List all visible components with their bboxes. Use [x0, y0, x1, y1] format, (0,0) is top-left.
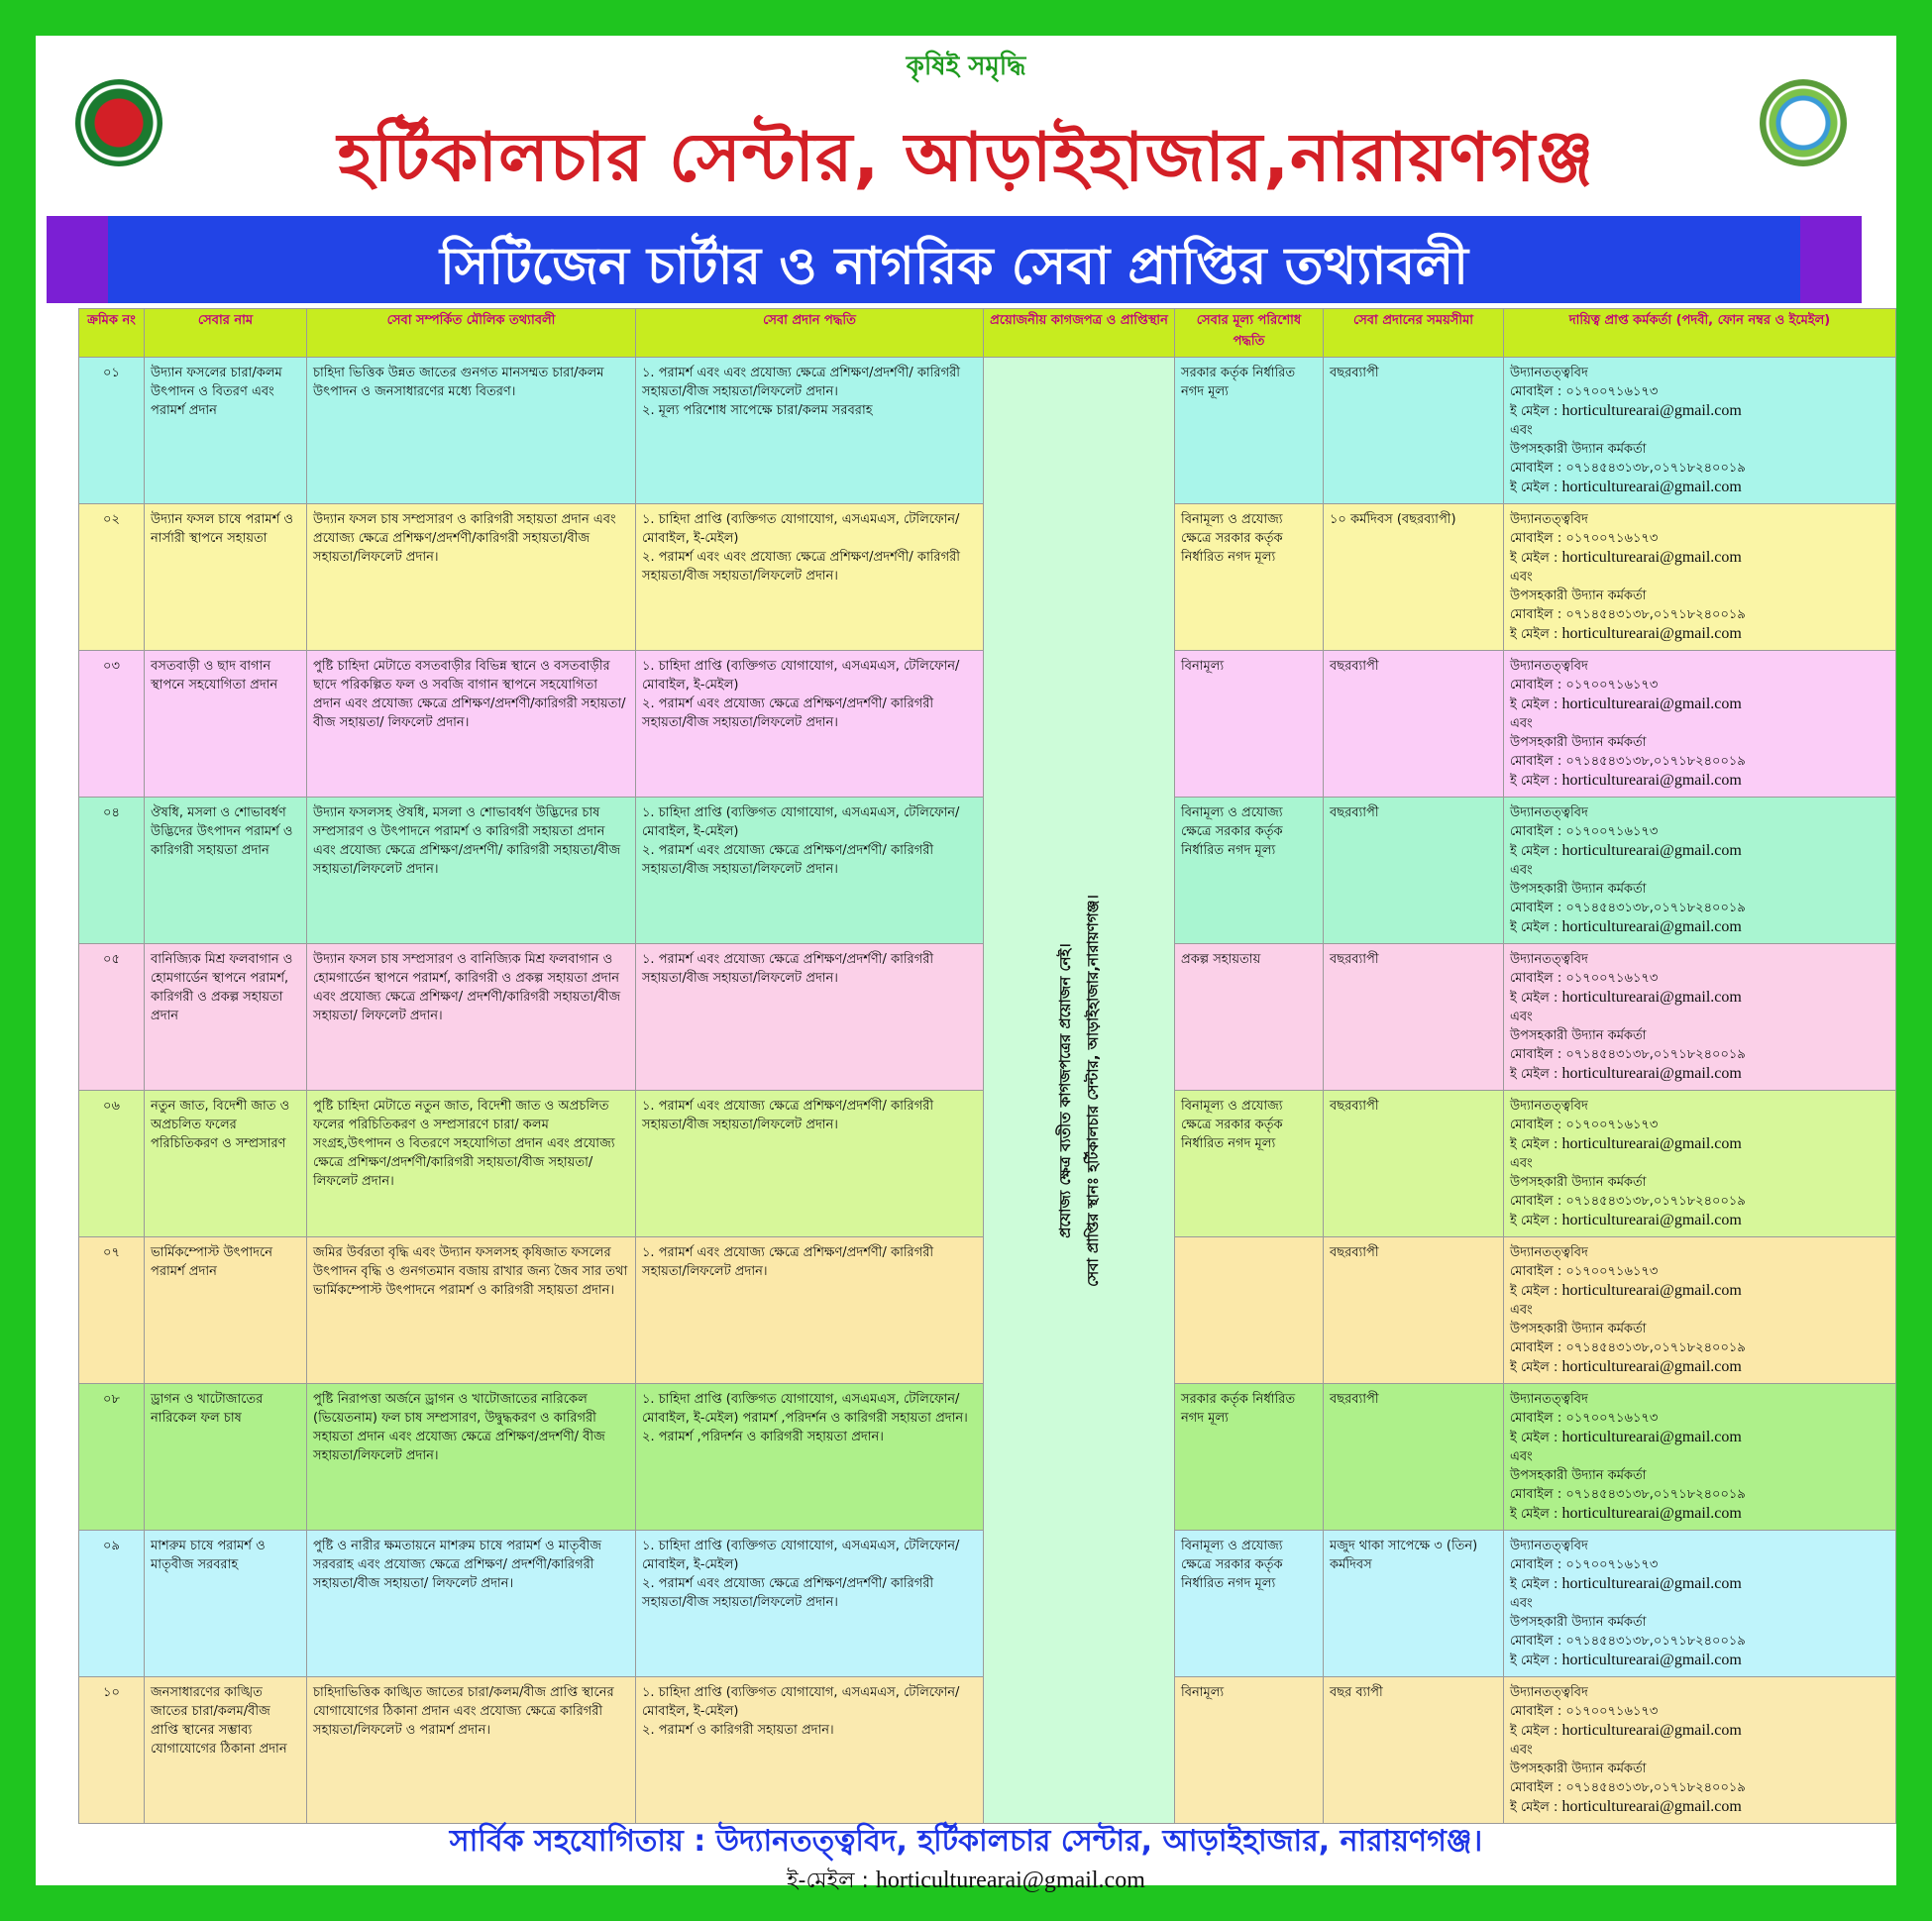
email-address: horticulturearai@gmail.com [1561, 1429, 1742, 1445]
email-label: ই মেইল : [1510, 774, 1562, 789]
row-fee: বিনামূল্য [1175, 651, 1324, 798]
officer-email-1 [1510, 1428, 1889, 1447]
email-label: ই মেইল : [1510, 480, 1562, 495]
row-officer-contact [1504, 1384, 1896, 1531]
email-address: horticulturearai@gmail.com [1561, 402, 1742, 419]
officer-and: এবং [1510, 716, 1533, 731]
email-label: ই মেইল : [1510, 551, 1562, 566]
row-serial: ০৫ [79, 944, 145, 1091]
email-label: ই মেইল : [1510, 1214, 1562, 1228]
row-method [636, 1677, 984, 1824]
officer-email-2 [1510, 1211, 1889, 1230]
email-label: ই মেইল : [1510, 844, 1562, 859]
row-fee: সরকার কর্তৃক নির্ধারিত নগদ মূল্য [1175, 1384, 1324, 1531]
officer-mobile-2: মোবাইল : ০৭১৪৫৪৩১৩৮,০১৭১৮২৪০০১৯ [1510, 1340, 1746, 1355]
footer-email-line [36, 1864, 1896, 1900]
documents-note-line-2: সেবা প্রাপ্তির স্থানঃ হর্টিকালচার সেন্টার, আড়াইহাজার,নারায়ণগঞ্জ। [1084, 894, 1102, 1287]
row-method [636, 651, 984, 798]
row-method [636, 1531, 984, 1677]
officer-and: এবং [1510, 1010, 1533, 1024]
row-serial: ০৭ [79, 1237, 145, 1384]
officer-and: এবং [1510, 1449, 1533, 1464]
table-row [79, 358, 1896, 504]
row-fee: সরকার কর্তৃক নির্ধারিত নগদ মূল্য [1175, 358, 1324, 504]
row-serial: ০৪ [79, 798, 145, 944]
row-basic-info: পুষ্টি চাহিদা মেটাতে বসতবাড়ীর বিভিন্ন স্থানে ও বসতবাড়ীর ছাদে পরিকল্পিত ফল ও সবজি বাগান স্থাপনে সহযোগিতা প্রদান এবং প্রযোজ্য ক্ষেত্রে প্রশিক্ষণ/প্রদর্শণী/কারিগরী সহায়তা/বীজ সহায়তা/ লিফলেট প্রদান। [307, 651, 636, 798]
email-label: ই মেইল : [1510, 1577, 1562, 1592]
email-address: horticulturearai@gmail.com [1561, 772, 1742, 789]
officer-title-2: উপসহকারী উদ্যান কর্মকর্তা [1510, 588, 1647, 603]
row-method-step-1: ১. পরামর্শ এবং প্রযোজ্য ক্ষেত্রে প্রশিক্ষণ/প্রদর্শণী/ কারিগরী সহায়তা/বীজ সহায়তা/লিফলেট প্রদান। [642, 952, 934, 986]
officer-mobile-2: মোবাইল : ০৭১৪৫৪৩১৩৮,০১৭১৮২৪০০১৯ [1510, 607, 1746, 622]
row-fee: বিনামূল্য ও প্রযোজ্য ক্ষেত্রে সরকার কর্তৃক নির্ধারিত নগদ মূল্য [1175, 798, 1324, 944]
poster-sheet [36, 36, 1896, 1893]
officer-mobile-2: মোবাইল : ০৭১৪৫৪৩১৩৮,০১৭১৮২৪০০১৯ [1510, 1194, 1746, 1209]
row-officer-contact [1504, 1091, 1896, 1237]
row-officer-contact [1504, 798, 1896, 944]
officer-email-1 [1510, 841, 1889, 861]
email-label: ই মেইল : [1510, 1724, 1562, 1739]
row-method-step-1: ১. চাহিদা প্রাপ্তি (ব্যক্তিগত যোগাযোগ, এসএমএস, টেলিফোন/মোবাইল, ই-মেইল) [642, 805, 960, 839]
officer-email-2 [1510, 478, 1889, 497]
row-serial: ১০ [79, 1677, 145, 1824]
officer-email-2 [1510, 1064, 1889, 1084]
officer-email-1 [1510, 1721, 1889, 1741]
row-time: ১০ কর্মদিবস (বছরব্যাপী) [1324, 504, 1504, 651]
officer-title-2: উপসহকারী উদ্যান কর্মকর্তা [1510, 1615, 1647, 1630]
row-fee: বিনামূল্য ও প্রযোজ্য ক্ষেত্রে সরকার কর্তৃক নির্ধারিত নগদ মূল্য [1175, 1091, 1324, 1237]
row-time: বছরব্যাপী [1324, 358, 1504, 504]
row-basic-info: পুষ্টি ও নারীর ক্ষমতায়নে মাশরুম চাষে পরামর্শ ও মাতৃবীজ সরবরাহ এবং প্রযোজ্য ক্ষেত্রে প্রশিক্ষণ/ প্রদর্শণী/কারিগরী সহায়তা/বীজ সহায়তা/ লিফলেট প্রদান। [307, 1531, 636, 1677]
row-basic-info: চাহিদা ভিত্তিক উন্নত জাতের গুনগত মানসম্মত চারা/কলম উৎপাদন ও জনসাধারণের মধ্যে বিতরণ। [307, 358, 636, 504]
row-serial: ০২ [79, 504, 145, 651]
row-method-step-1: ১. পরামর্শ এবং প্রযোজ্য ক্ষেত্রে প্রশিক্ষণ/প্রদর্শণী/ কারিগরী সহায়তা/লিফলেট প্রদান। [642, 1245, 934, 1279]
officer-and: এবং [1510, 570, 1533, 585]
officer-mobile-1: মোবাইল : ০১৭০০৭১৬১৭৩ [1510, 384, 1659, 399]
row-basic-info: পুষ্টি নিরাপত্তা অর্জনে ড্রাগন ও খাটোজাতের নারিকেল (ভিয়েতনাম) ফল চাষ সম্প্রসারণ, উদ্বুদ্ধকরণ ও কারিগরী সহায়তা প্রদান এবং প্রযোজ্য ক্ষেত্রে প্রশিক্ষণ/প্রদর্শণী/ বীজ সহায়তা/লিফলেট প্রদান। [307, 1384, 636, 1531]
row-basic-info: চাহিদাভিত্তিক কাঙ্খিত জাতের চারা/কলম/বীজ প্রাপ্তি স্থানের যোগাযোগের ঠিকানা প্রদান এবং প্রযোজ্য ক্ষেত্রে কারিগরী সহায়তা/লিফলেট ও পরামর্শ প্রদান। [307, 1677, 636, 1824]
officer-mobile-2: মোবাইল : ০৭১৪৫৪৩১৩৮,০১৭১৮২৪০০১৯ [1510, 1047, 1746, 1062]
officer-title-2: উপসহকারী উদ্যান কর্মকর্তা [1510, 1175, 1647, 1190]
email-label: ই মেইল : [1510, 1284, 1562, 1299]
row-serial: ০৩ [79, 651, 145, 798]
citizen-charter-table [78, 308, 1896, 1824]
header-time: সেবা প্রদানের সময়সীমা [1324, 309, 1504, 358]
row-service-name: ভার্মিকম্পোস্ট উৎপাদনে পরামর্শ প্রদান [145, 1237, 307, 1384]
row-method-step-2: ২. পরামর্শ এবং এবং প্রযোজ্য ক্ষেত্রে প্রশিক্ষণ/প্রদর্শণী/ কারিগরী সহায়তা/বীজ সহায়তা/লিফলেট প্রদান। [642, 550, 960, 584]
email-address: horticulturearai@gmail.com [1561, 1358, 1742, 1375]
table-body [79, 358, 1896, 1824]
officer-email-1 [1510, 1574, 1889, 1594]
officer-title-1: উদ্যানতত্ত্ববিদ [1510, 659, 1588, 674]
officer-title-1: উদ্যানতত্ত্ববিদ [1510, 805, 1588, 820]
row-serial: ০৯ [79, 1531, 145, 1677]
row-method-step-1: ১. চাহিদা প্রাপ্তি (ব্যক্তিগত যোগাযোগ, এসএমএস, টেলিফোন/মোবাইল, ই-মেইল) [642, 1685, 960, 1719]
email-address: horticulturearai@gmail.com [1561, 625, 1742, 642]
row-time: বছরব্যাপী [1324, 1091, 1504, 1237]
email-label: ই মেইল : [1510, 1507, 1562, 1522]
officer-mobile-1: মোবাইল : ০১৭০০৭১৬১৭৩ [1510, 1557, 1659, 1572]
email-address: horticulturearai@gmail.com [1561, 1282, 1742, 1299]
row-time: বছরব্যাপী [1324, 1237, 1504, 1384]
officer-email-1 [1510, 1134, 1889, 1154]
row-time: মজুদ থাকা সাপেক্ষে ৩ (তিন) কর্মদিবস [1324, 1531, 1504, 1677]
email-address: horticulturearai@gmail.com [1561, 1722, 1742, 1739]
officer-title-2: উপসহকারী উদ্যান কর্মকর্তা [1510, 735, 1647, 750]
row-service-name: ঔষধি, মসলা ও শোভাবর্ধণ উদ্ভিদের উৎপাদন পরামর্শ ও কারিগরী সহায়তা প্রদান [145, 798, 307, 944]
officer-and: এবং [1510, 1596, 1533, 1611]
header-basic-info: সেবা সম্পর্কিত মৌলিক তথ্যাবলী [307, 309, 636, 358]
row-serial: ০৬ [79, 1091, 145, 1237]
officer-email-2 [1510, 1797, 1889, 1817]
officer-email-1 [1510, 988, 1889, 1008]
officer-mobile-2: মোবাইল : ০৭১৪৫৪৩১৩৮,০১৭১৮২৪০০১৯ [1510, 754, 1746, 769]
row-fee: বিনামূল্য ও প্রযোজ্য ক্ষেত্রে সরকার কর্তৃক নির্ধারিত নগদ মূল্য [1175, 1531, 1324, 1677]
officer-title-2: উপসহকারী উদ্যান কর্মকর্তা [1510, 1761, 1647, 1776]
slogan: কৃষিই সমৃদ্ধি [906, 52, 1026, 81]
email-address: horticulturearai@gmail.com [1561, 1135, 1742, 1152]
officer-mobile-1: মোবাইল : ০১৭০০৭১৬১৭৩ [1510, 1264, 1659, 1279]
officer-title-1: উদ্যানতত্ত্ববিদ [1510, 952, 1588, 967]
officer-mobile-1: মোবাইল : ০১৭০০৭১৬১৭৩ [1510, 678, 1659, 693]
officer-mobile-2: মোবাইল : ০৭১৪৫৪৩১৩৮,০১৭১৮২৪০০১৯ [1510, 1780, 1746, 1795]
row-time: বছর ব্যাপী [1324, 1677, 1504, 1824]
email-label: ই মেইল : [1510, 1067, 1562, 1082]
officer-and: এবং [1510, 423, 1533, 438]
officer-title-2: উপসহকারী উদ্যান কর্মকর্তা [1510, 1028, 1647, 1043]
row-time: বছরব্যাপী [1324, 944, 1504, 1091]
officer-title-1: উদ্যানতত্ত্ববিদ [1510, 1245, 1588, 1260]
officer-email-2 [1510, 624, 1889, 644]
officer-email-1 [1510, 694, 1889, 714]
email-label: ই মেইল : [1510, 404, 1562, 419]
row-service-name: ড্রাগন ও খাটোজাতের নারিকেল ফল চাষ [145, 1384, 307, 1531]
officer-mobile-1: মোবাইল : ০১৭০০৭১৬১৭৩ [1510, 824, 1659, 839]
officer-mobile-2: মোবাইল : ০৭১৪৫৪৩১৩৮,০১৭১৮২৪০০১৯ [1510, 1634, 1746, 1649]
row-service-name: জনসাধারণের কাঙ্খিত জাতের চারা/কলম/বীজ প্রাপ্তি স্থানের সম্ভাব্য যোগাযোগের ঠিকানা প্রদান [145, 1677, 307, 1824]
header-documents: প্রয়োজনীয় কাগজপত্র ও প্রাপ্তিস্থান [984, 309, 1175, 358]
row-fee: বিনামূল্য [1175, 1677, 1324, 1824]
officer-and: এবং [1510, 1743, 1533, 1758]
row-service-name: উদ্যান ফসল চাষে পরামর্শ ও নার্সারী স্থাপনে সহায়তা [145, 504, 307, 651]
row-officer-contact [1504, 1237, 1896, 1384]
footer-email: horticulturearai@gmail.com [875, 1868, 1145, 1893]
row-method [636, 1091, 984, 1237]
email-label: ই মেইল : [1510, 697, 1562, 712]
documents-cell [984, 358, 1175, 1824]
citizen-charter-table-wrap [78, 308, 1895, 1815]
email-address: horticulturearai@gmail.com [1561, 1575, 1742, 1592]
email-label: ই মেইল : [1510, 1800, 1562, 1815]
table-header-row [79, 309, 1896, 358]
header-serial: ক্রমিক নং [79, 309, 145, 358]
email-address: horticulturearai@gmail.com [1561, 1212, 1742, 1228]
footer-email-label: ই-মেইল : [787, 1868, 876, 1893]
row-method-step-2: ২. পরামর্শ ও কারিগরী সহায়তা প্রদান। [642, 1723, 834, 1738]
email-label: ই মেইল : [1510, 920, 1562, 935]
row-basic-info: উদ্যান ফসল চাষ সম্প্রসারণ ও বানিজ্যিক মিশ্র ফলবাগান ও হোমগার্ডেন স্থাপনে পরামর্শ, কারিগরী ও প্রকল্প সহায়তা প্রদান এবং প্রযোজ্য ক্ষেত্রে প্রশিক্ষণ/ প্রদর্শণী/কারিগরী সহায়তা/বীজ সহায়তা/ লিফলেট প্রদান। [307, 944, 636, 1091]
row-method-step-2: ২. মূল্য পরিশোধ সাপেক্ষে চারা/কলম সরবরাহ [642, 403, 873, 418]
email-address: horticulturearai@gmail.com [1561, 842, 1742, 859]
officer-email-2 [1510, 1651, 1889, 1670]
row-serial: ০১ [79, 358, 145, 504]
officer-title-2: উপসহকারী উদ্যান কর্মকর্তা [1510, 442, 1647, 457]
officer-title-1: উদ্যানতত্ত্ববিদ [1510, 512, 1588, 527]
officer-mobile-1: মোবাইল : ০১৭০০৭১৬১৭৩ [1510, 1118, 1659, 1132]
row-basic-info: উদ্যান ফসলসহ ঔষধি, মসলা ও শোভাবর্ধণ উদ্ভিদের চাষ সম্প্রসারণ ও উৎপাদনে পরামর্শ ও কারিগরী সহায়তা প্রদান এবং প্রযোজ্য ক্ষেত্রে প্রশিক্ষণ/প্রদর্শণী/ কারিগরী সহায়তা/বীজ সহায়তা/লিফলেট প্রদান। [307, 798, 636, 944]
officer-email-2 [1510, 1504, 1889, 1524]
officer-email-2 [1510, 771, 1889, 791]
email-address: horticulturearai@gmail.com [1561, 1798, 1742, 1815]
officer-title-1: উদ্যানতত্ত্ববিদ [1510, 366, 1588, 380]
row-method [636, 358, 984, 504]
row-time: বছরব্যাপী [1324, 1384, 1504, 1531]
email-address: horticulturearai@gmail.com [1561, 695, 1742, 712]
row-method [636, 798, 984, 944]
officer-title-2: উপসহকারী উদ্যান কর্মকর্তা [1510, 1322, 1647, 1336]
header-officer: দায়িত্ব প্রাপ্ত কর্মকর্তা (পদবী, ফোন নম্বর ও ইমেইল) [1504, 309, 1896, 358]
email-label: ই মেইল : [1510, 1431, 1562, 1445]
row-service-name: বসতবাড়ী ও ছাদ বাগান স্থাপনে সহযোগিতা প্রদান [145, 651, 307, 798]
officer-email-2 [1510, 917, 1889, 937]
row-basic-info: জমির উর্বরতা বৃদ্ধি এবং উদ্যান ফসলসহ কৃষিজাত ফসলের উৎপাদন বৃদ্ধি ও গুনগতমান বজায় রাখার জন্য জৈব সার তথা ভার্মিকম্পোস্ট উৎপাদনে পরামর্শ ও কারিগরী সহায়তা প্রদান। [307, 1237, 636, 1384]
header-fee: সেবার মূল্য পরিশোধ পদ্ধতি [1175, 309, 1324, 358]
row-officer-contact [1504, 504, 1896, 651]
row-method [636, 1384, 984, 1531]
row-officer-contact [1504, 944, 1896, 1091]
officer-and: এবং [1510, 863, 1533, 878]
page-title: হর্টিকালচার সেন্টার, আড়াইহাজার,নারায়ণগঞ্জ [337, 119, 1595, 197]
email-label: ই মেইল : [1510, 1360, 1562, 1375]
row-service-name: নতুন জাত, বিদেশী জাত ও অপ্রচলিত ফলের পরিচিতিকরণ ও সম্প্রসারণ [145, 1091, 307, 1237]
officer-email-1 [1510, 401, 1889, 421]
row-method-step-1: ১. পরামর্শ এবং প্রযোজ্য ক্ষেত্রে প্রশিক্ষণ/প্রদর্শণী/ কারিগরী সহায়তা/বীজ সহায়তা/লিফলেট প্রদান। [642, 1099, 934, 1132]
officer-mobile-2: মোবাইল : ০৭১৪৫৪৩১৩৮,০১৭১৮২৪০০১৯ [1510, 901, 1746, 915]
officer-title-1: উদ্যানতত্ত্ববিদ [1510, 1539, 1588, 1553]
row-fee: বিনামূল্য ও প্রযোজ্য ক্ষেত্রে সরকার কর্তৃক নির্ধারিত নগদ মূল্য [1175, 504, 1324, 651]
officer-title-1: উদ্যানতত্ত্ববিদ [1510, 1392, 1588, 1407]
row-method-step-1: ১. চাহিদা প্রাপ্তি (ব্যক্তিগত যোগাযোগ, এসএমএস, টেলিফোন/মোবাইল, ই-মেইল) পরামর্শ ,পরিদর্শন ও কারিগরী সহায়তা প্রদান। [642, 1392, 968, 1426]
row-method-step-1: ১. চাহিদা প্রাপ্তি (ব্যক্তিগত যোগাযোগ, এসএমএস, টেলিফোন/মোবাইল, ই-মেইল) [642, 659, 960, 693]
header-service-name: সেবার নাম [145, 309, 307, 358]
email-address: horticulturearai@gmail.com [1561, 1652, 1742, 1668]
officer-and: এবং [1510, 1156, 1533, 1171]
officer-title-2: উপসহকারী উদ্যান কর্মকর্তা [1510, 1468, 1647, 1483]
officer-title-1: উদ্যানতত্ত্ববিদ [1510, 1099, 1588, 1114]
row-time: বছরব্যাপী [1324, 798, 1504, 944]
email-address: horticulturearai@gmail.com [1561, 918, 1742, 935]
row-officer-contact [1504, 358, 1896, 504]
email-label: ই মেইল : [1510, 1654, 1562, 1668]
email-label: ই মেইল : [1510, 627, 1562, 642]
row-method-step-2: ২. পরামর্শ এবং প্রযোজ্য ক্ষেত্রে প্রশিক্ষণ/প্রদর্শণী/ কারিগরী সহায়তা/বীজ সহায়তা/লিফলেট প্রদান। [642, 1576, 934, 1610]
email-label: ই মেইল : [1510, 1137, 1562, 1152]
row-method-step-2: ২. পরামর্শ এবং প্রযোজ্য ক্ষেত্রে প্রশিক্ষণ/প্রদর্শণী/ কারিগরী সহায়তা/বীজ সহায়তা/লিফলেট প্রদান। [642, 843, 934, 877]
officer-mobile-2: মোবাইল : ০৭১৪৫৪৩১৩৮,০১৭১৮২৪০০১৯ [1510, 1487, 1746, 1502]
officer-email-1 [1510, 1281, 1889, 1301]
documents-note-line-1: প্রযোজ্য ক্ষেত্র ব্যতীত কাগজপত্রের প্রয়োজন নেই। [1056, 942, 1074, 1238]
officer-mobile-1: মোবাইল : ০১৭০০৭১৬১৭৩ [1510, 1411, 1659, 1426]
row-method-step-1: ১. চাহিদা প্রাপ্তি (ব্যক্তিগত যোগাযোগ, এসএমএস, টেলিফোন/মোবাইল, ই-মেইল) [642, 512, 960, 546]
row-time: বছরব্যাপী [1324, 651, 1504, 798]
row-method [636, 1237, 984, 1384]
email-label: ই মেইল : [1510, 991, 1562, 1006]
footer-support: সার্বিক সহযোগিতায় : উদ্যানতত্ত্ববিদ, হর্টিকালচার সেন্টার, আড়াইহাজার, নারায়ণগঞ্জ। [449, 1824, 1483, 1859]
row-officer-contact [1504, 651, 1896, 798]
row-basic-info: উদ্যান ফসল চাষ সম্প্রসারণ ও কারিগরী সহায়তা প্রদান এবং প্রযোজ্য ক্ষেত্রে প্রশিক্ষণ/প্রদর্শণী/কারিগরী সহায়তা/বীজ সহায়তা/লিফলেট প্রদান। [307, 504, 636, 651]
email-address: horticulturearai@gmail.com [1561, 479, 1742, 495]
row-serial: ০৮ [79, 1384, 145, 1531]
row-service-name: বানিজ্যিক মিশ্র ফলবাগান ও হোমগার্ডেন স্থাপনে পরামর্শ, কারিগরী ও প্রকল্প সহায়তা প্রদান [145, 944, 307, 1091]
documents-note [1051, 895, 1107, 1287]
officer-mobile-1: মোবাইল : ০১৭০০৭১৬১৭৩ [1510, 1704, 1659, 1719]
officer-mobile-1: মোবাইল : ০১৭০০৭১৬১৭৩ [1510, 971, 1659, 986]
email-address: horticulturearai@gmail.com [1561, 1065, 1742, 1082]
row-service-name: উদ্যান ফসলের চারা/কলম উৎপাদন ও বিতরণ এবং পরামর্শ প্রদান [145, 358, 307, 504]
header-method: সেবা প্রদান পদ্ধতি [636, 309, 984, 358]
officer-email-1 [1510, 548, 1889, 568]
row-fee: প্রকল্প সহায়তায় [1175, 944, 1324, 1091]
officer-email-2 [1510, 1357, 1889, 1377]
row-basic-info: পুষ্টি চাহিদা মেটাতে নতুন জাত, বিদেশী জাত ও অপ্রচলিত ফলের পরিচিতিকরণ ও সম্প্রসারণে চারা/ কলম সংগ্রহ,উৎপাদন ও বিতরণে সহযোগিতা প্রদান এবং প্রযোজ্য ক্ষেত্রে প্রশিক্ষণ/প্রদর্শণী/কারিগরী সহায়তা/বীজ সহায়তা/লিফলেট প্রদান। [307, 1091, 636, 1237]
row-method-step-1: ১. চাহিদা প্রাপ্তি (ব্যক্তিগত যোগাযোগ, এসএমএস, টেলিফোন/মোবাইল, ই-মেইল) [642, 1539, 960, 1572]
officer-title-2: উপসহকারী উদ্যান কর্মকর্তা [1510, 882, 1647, 897]
row-method [636, 944, 984, 1091]
row-service-name: মাশরুম চাষে পরামর্শ ও মাতৃবীজ সরবরাহ [145, 1531, 307, 1677]
officer-mobile-2: মোবাইল : ০৭১৪৫৪৩১৩৮,০১৭১৮২৪০০১৯ [1510, 461, 1746, 476]
row-method-step-1: ১. পরামর্শ এবং এবং প্রযোজ্য ক্ষেত্রে প্রশিক্ষণ/প্রদর্শণী/ কারিগরী সহায়তা/বীজ সহায়তা/লিফলেট প্রদান। [642, 366, 960, 399]
email-address: horticulturearai@gmail.com [1561, 989, 1742, 1006]
row-officer-contact [1504, 1531, 1896, 1677]
row-fee [1175, 1237, 1324, 1384]
officer-and: এবং [1510, 1303, 1533, 1318]
row-method [636, 504, 984, 651]
row-method-step-2: ২. পরামর্শ এবং প্রযোজ্য ক্ষেত্রে প্রশিক্ষণ/প্রদর্শণী/ কারিগরী সহায়তা/বীজ সহায়তা/লিফলেট প্রদান। [642, 696, 934, 730]
row-method-step-2: ২. পরামর্শ ,পরিদর্শন ও কারিগরী সহায়তা প্রদান। [642, 1430, 884, 1444]
banner-title: সিটিজেন চার্টার ও নাগরিক সেবা প্রাপ্তির তথ্যাবলী [440, 237, 1468, 296]
officer-mobile-1: মোবাইল : ০১৭০০৭১৬১৭৩ [1510, 531, 1659, 546]
banner [47, 216, 1862, 303]
banner-inner [108, 216, 1800, 303]
email-address: horticulturearai@gmail.com [1561, 1505, 1742, 1522]
email-address: horticulturearai@gmail.com [1561, 549, 1742, 566]
officer-title-1: উদ্যানতত্ত্ববিদ [1510, 1685, 1588, 1700]
row-officer-contact [1504, 1677, 1896, 1824]
